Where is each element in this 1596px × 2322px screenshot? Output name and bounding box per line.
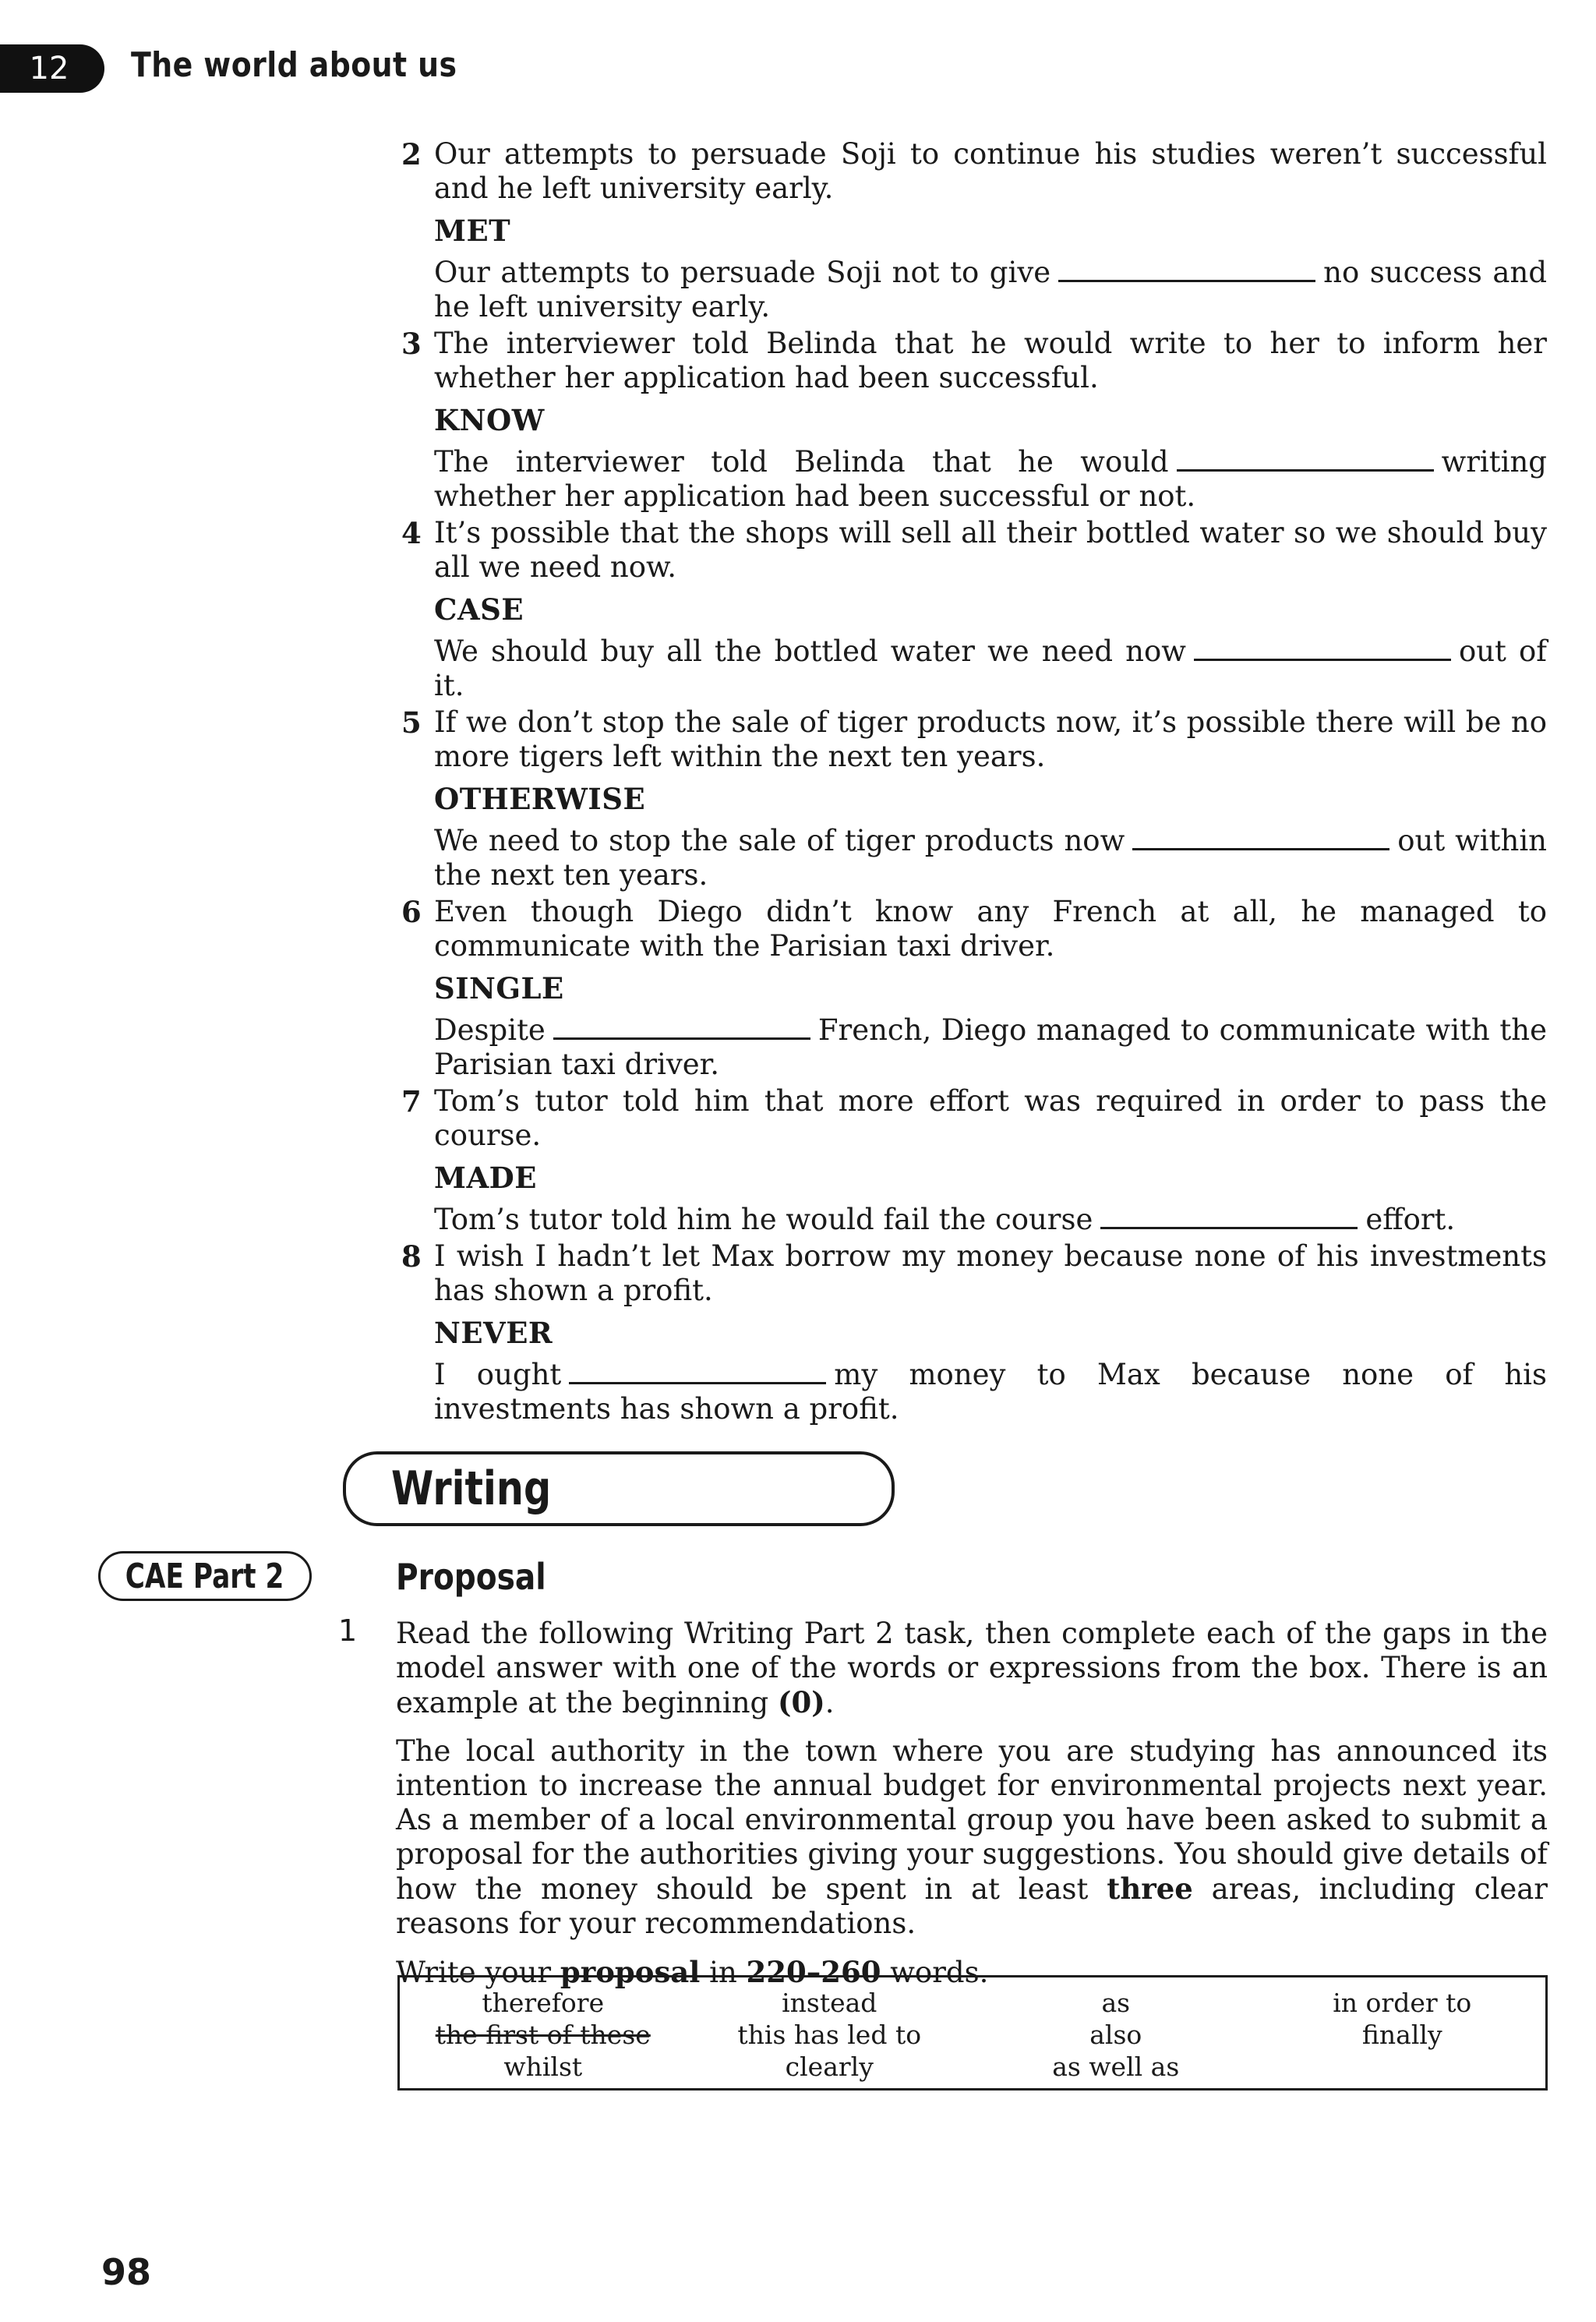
word-option: finally xyxy=(1361,2020,1442,2050)
rewrite-before: I ought xyxy=(434,1358,562,1391)
word-box-column-3 xyxy=(973,1977,1259,2088)
writing-section-banner xyxy=(343,1451,895,1526)
task-number: 1 xyxy=(338,1613,358,1648)
rewrite-after: out of it. xyxy=(434,634,1547,702)
word-option: as xyxy=(1101,1988,1131,2018)
answer-blank xyxy=(1132,847,1389,850)
rewrite-before: Despite xyxy=(434,1013,546,1047)
item-rewrite xyxy=(434,1013,1547,1082)
instruction-end: . xyxy=(824,1686,835,1719)
item-sentence: Even though Diego didn’t know any French at all, he managed to communicate with the Parisian taxi driver. xyxy=(434,895,1547,963)
word-option: this has led to xyxy=(737,2020,922,2050)
rewrite-after: out within the next ten years. xyxy=(434,824,1548,892)
prompt-emphasis: three xyxy=(1107,1871,1193,1906)
word-box xyxy=(397,1975,1548,2091)
page-number: 98 xyxy=(101,2251,152,2293)
rewrite-after: French, Diego managed to communicate with the Parisian taxi driver. xyxy=(434,1013,1547,1081)
item-rewrite xyxy=(434,445,1547,514)
prompt-text: The local authority in the town where you are studying has announced its intention to increase the annual budget for environmental projects next year. As a member of a local environmental group you have been asked to submit a proposal for the authorities giving your suggestions. You should give details of how the money should be spent in at least xyxy=(396,1734,1548,1906)
exercise-item-2 xyxy=(394,137,1547,324)
word-option: in order to xyxy=(1333,1988,1472,2018)
cae-part-badge xyxy=(98,1551,312,1601)
answer-blank xyxy=(553,1037,810,1040)
word-option: as well as xyxy=(1052,2052,1180,2082)
rewrite-before: Tom’s tutor told him he would fail the course xyxy=(434,1203,1093,1236)
item-keyword: CASE xyxy=(434,592,524,627)
item-rewrite xyxy=(434,1358,1547,1426)
item-keyword: KNOW xyxy=(434,403,545,437)
item-number: 5 xyxy=(401,705,422,740)
exercise-item-6 xyxy=(394,895,1547,1082)
wc-text-3: words. xyxy=(881,1956,989,1989)
exercise-item-7 xyxy=(394,1084,1547,1237)
item-keyword: MADE xyxy=(434,1161,537,1195)
word-option: whilst xyxy=(503,2052,583,2082)
word-option: clearly xyxy=(785,2052,874,2082)
writing-banner-label: Writing xyxy=(391,1461,552,1516)
item-sentence: I wish I hadn’t let Max borrow my money because none of his investments has shown a profit. xyxy=(434,1239,1547,1307)
answer-blank xyxy=(1100,1226,1358,1229)
word-box-column-1 xyxy=(400,1977,687,2088)
answer-blank xyxy=(1177,468,1434,472)
item-sentence: The interviewer told Belinda that he would write to her to inform her whether her application had been successful. xyxy=(434,327,1547,394)
proposal-heading xyxy=(396,1556,573,1598)
instruction-text: Read the following Writing Part 2 task, then complete each of the gaps in the model answer with one of the words or expressions from the box. There is an example at the beginning xyxy=(396,1617,1548,1719)
item-sentence: It’s possible that the shops will sell all their bottled water so we should buy all we need now. xyxy=(434,516,1547,584)
word-box-column-4 xyxy=(1259,1977,1546,2088)
exercise-item-8 xyxy=(394,1239,1547,1426)
rewrite-after: writing whether her application had been successful or not. xyxy=(434,445,1547,513)
item-keyword: MET xyxy=(434,214,511,248)
item-rewrite xyxy=(434,634,1547,703)
instruction-example-marker: (0) xyxy=(778,1685,825,1719)
item-number: 7 xyxy=(401,1084,422,1119)
wc-text-2: in xyxy=(700,1956,747,1989)
rewrite-before: We should buy all the bottled water we need now xyxy=(434,634,1186,668)
wc-text-1: Write your xyxy=(396,1956,560,1989)
wc-range: 220–260 xyxy=(746,1955,881,1989)
item-number: 8 xyxy=(401,1239,422,1274)
task-block xyxy=(396,1617,1548,2004)
word-option: therefore xyxy=(482,1988,605,2018)
exercise-item-5 xyxy=(394,705,1547,892)
task-prompt xyxy=(396,1734,1548,1941)
word-option-used-example: the first of these xyxy=(435,2020,651,2050)
answer-blank xyxy=(569,1381,826,1384)
item-rewrite xyxy=(434,824,1547,892)
item-sentence: If we don’t stop the sale of tiger products now, it’s possible there will be no more tigers left within the next ten years. xyxy=(434,705,1547,773)
answer-blank xyxy=(1058,279,1315,282)
exercise-item-3 xyxy=(394,327,1547,514)
item-number: 4 xyxy=(401,516,422,550)
cae-part-label: CAE Part 2 xyxy=(125,1556,284,1596)
item-keyword: NEVER xyxy=(434,1316,553,1350)
item-number: 3 xyxy=(401,327,422,361)
item-rewrite xyxy=(434,1203,1547,1237)
word-option: instead xyxy=(782,1988,877,2018)
exercise-list xyxy=(394,137,1547,1429)
task-instruction xyxy=(396,1617,1548,1720)
item-keyword: SINGLE xyxy=(434,971,564,1005)
rewrite-after: my money to Max because none of his investments has shown a profit. xyxy=(434,1358,1547,1426)
rewrite-before: We need to stop the sale of tiger products now xyxy=(434,824,1125,857)
item-rewrite xyxy=(434,256,1547,324)
wc-proposal: proposal xyxy=(560,1955,701,1989)
word-option: also xyxy=(1089,2020,1142,2050)
exercise-item-4 xyxy=(394,516,1547,703)
item-keyword: OTHERWISE xyxy=(434,782,646,816)
item-sentence: Our attempts to persuade Soji to continue his studies weren’t successful and he left university early. xyxy=(434,137,1547,205)
rewrite-after: no success and he left university early. xyxy=(434,256,1547,323)
proposal-heading-label: Proposal xyxy=(396,1556,546,1598)
unit-number-badge: 12 xyxy=(0,44,104,93)
word-box-column-2 xyxy=(687,1977,973,2088)
item-number: 2 xyxy=(401,137,422,171)
answer-blank xyxy=(1194,658,1451,661)
rewrite-before: Our attempts to persuade Soji not to give xyxy=(434,256,1051,289)
unit-title: The world about us xyxy=(131,45,457,85)
rewrite-before: The interviewer told Belinda that he would xyxy=(434,445,1169,479)
prompt-text-end: areas, including clear reasons for your recommendations. xyxy=(396,1872,1548,1940)
item-sentence: Tom’s tutor told him that more effort was required in order to pass the course. xyxy=(434,1084,1547,1152)
item-number: 6 xyxy=(401,895,422,929)
rewrite-after: effort. xyxy=(1365,1203,1456,1236)
